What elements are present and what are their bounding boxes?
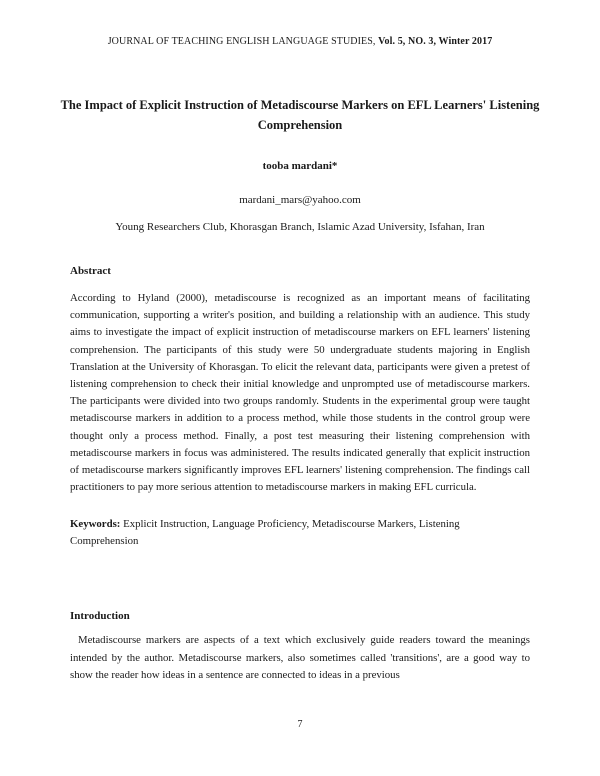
journal-name: JOURNAL OF TEACHING ENGLISH LANGUAGE STUDIES,	[107, 36, 376, 47]
author-affiliation: Young Researchers Club, Khorasgan Branch, Islamic Azad University, Isfahan, Iran	[115, 221, 485, 233]
author-name: tooba mardani*	[262, 160, 338, 172]
author-email: mardani_mars@yahoo.com	[239, 194, 361, 206]
keywords-text: Explicit Instruction, Language Proficiency, Metadiscourse Markers, Listening Comprehension	[70, 518, 460, 548]
running-head	[0, 36, 600, 47]
abstract-body: According to Hyland (2000), metadiscourse is recognized as an important means of facilitating communication, supporting a writer's position, and building a relationship with an audience. This study aims to investigate the impact of explicit instruction of metadiscourse markers on EFL learners' listening comprehension. The participants of this study were 50 undergraduate students majoring in English Translation at the University of Khorasgan. To elicit the relevant data, participants were given a pretest of listening comprehension to check their initial knowledge and unprompted use of metadiscourse markers. The participants were divided into two groups randomly. Students in the experimental group were taught metadiscourse markers in addition to a process method, while those students in the control group were thought only a process method. Finally, a post test measuring their listening comprehension with metadiscourse markers in focus was administered. The results indicated generally that explicit instruction of metadiscourse markers significantly improves EFL learners' listening comprehension. The findings call practitioners to pay more serious attention to metadiscourse markers in making EFL curricula.	[70, 292, 530, 494]
keywords-label: Keywords:	[70, 518, 121, 530]
keywords	[70, 516, 530, 550]
abstract-heading: Abstract	[70, 265, 111, 277]
issue-info: Vol. 5, NO. 3, Winter 2017	[378, 36, 493, 47]
introduction-body: Metadiscourse markers are aspects of a text which exclusively guide readers toward the meanings intended by the author. Metadiscourse markers, also sometimes called 'transitions', are a good way to show the reader how ideas in a sentence are connected to ideas in a previous	[70, 634, 530, 681]
article-title: The Impact of Explicit Instruction of Metadiscourse Markers on EFL Learners' Listening Comprehension	[60, 98, 540, 132]
page-number: 7	[297, 719, 303, 730]
introduction-heading: Introduction	[70, 610, 130, 622]
